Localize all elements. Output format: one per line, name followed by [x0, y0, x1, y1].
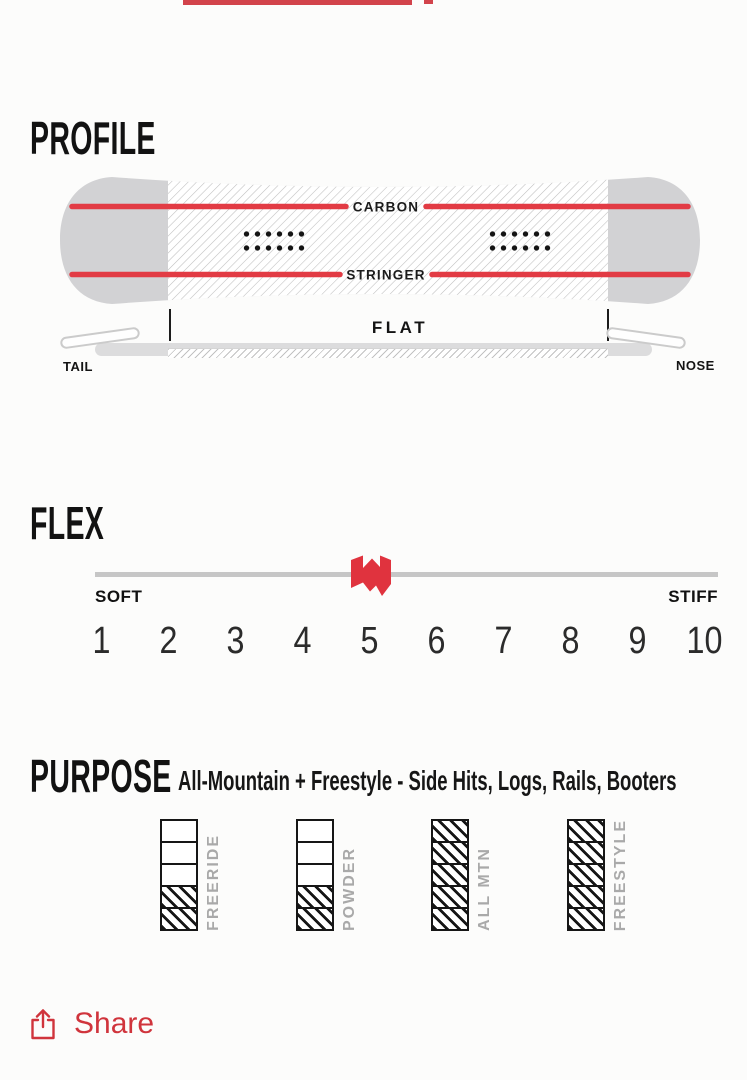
- flex-scale: [68, 620, 738, 662]
- top-accent-dot: [424, 0, 433, 4]
- purpose-meter-cell: [162, 863, 196, 885]
- nose-label: NOSE: [676, 358, 715, 373]
- flex-heading: FLEX: [30, 497, 105, 549]
- flex-scale-number: 7: [494, 620, 513, 662]
- flex-scale-number: 9: [628, 620, 647, 662]
- stiff-label: STIFF: [668, 587, 718, 606]
- flex-marker-logo: [349, 554, 393, 598]
- purpose-meter-cell: [569, 863, 603, 885]
- purpose-meter-cell: [433, 907, 467, 929]
- flex-slider-track: [95, 572, 718, 577]
- flex-scale-number: 6: [427, 620, 446, 662]
- flex-scale-number: 4: [293, 620, 312, 662]
- flex-scale-number: 5: [360, 620, 379, 662]
- purpose-meter-cell: [298, 841, 332, 863]
- purpose-meter-cell: [433, 821, 467, 841]
- soft-label: SOFT: [95, 587, 143, 606]
- purpose-meter-cell: [433, 863, 467, 885]
- purpose-meter-bar: [431, 819, 469, 931]
- purpose-meter-cell: [569, 885, 603, 907]
- purpose-meters: [160, 819, 630, 949]
- insert-reference-tick-left: [169, 309, 171, 341]
- purpose-meter-label: ALL MTN: [476, 847, 493, 931]
- purpose-meter-cell: [162, 885, 196, 907]
- stringer-label: STRINGER: [346, 267, 426, 283]
- purpose-meter-cell: [298, 907, 332, 929]
- purpose-meter: [431, 819, 493, 931]
- purpose-meter-label: FREESTYLE: [612, 819, 629, 932]
- purpose-heading: PURPOSE: [30, 750, 172, 802]
- purpose-meter-cell: [298, 863, 332, 885]
- carbon-label: CARBON: [352, 199, 420, 215]
- purpose-meter: [296, 819, 358, 931]
- tail-label: TAIL: [63, 359, 93, 374]
- binding-inserts-right: [485, 225, 551, 253]
- purpose-meter-cell: [298, 821, 332, 841]
- side-view-base-hatch: [168, 348, 608, 358]
- purpose-meter-label: FREERIDE: [205, 834, 222, 931]
- purpose-meter-cell: [569, 841, 603, 863]
- purpose-subtitle: All-Mountain + Freestyle - Side Hits, Logs, Rails, Booters: [178, 765, 677, 796]
- camber-type-label: FLAT: [371, 318, 429, 337]
- purpose-meter-bar: [160, 819, 198, 931]
- purpose-meter-cell: [569, 907, 603, 929]
- top-accent-bar: [183, 0, 412, 5]
- flex-scale-number: 10: [686, 620, 723, 662]
- share-label: Share: [74, 1007, 155, 1040]
- purpose-meter-bar: [567, 819, 605, 931]
- share-icon: [28, 1006, 58, 1042]
- purpose-meter-cell: [162, 907, 196, 929]
- purpose-meter-label: POWDER: [341, 847, 358, 931]
- share-button[interactable]: [28, 1006, 154, 1042]
- purpose-meter-cell: [569, 821, 603, 841]
- purpose-meter-cell: [298, 885, 332, 907]
- flex-scale-number: 3: [226, 620, 245, 662]
- purpose-meter-cell: [433, 885, 467, 907]
- purpose-meter-cell: [433, 841, 467, 863]
- profile-heading: PROFILE: [30, 112, 156, 164]
- purpose-meter: [160, 819, 222, 931]
- flex-scale-number: 8: [561, 620, 580, 662]
- snowboard-top-view: [60, 174, 700, 307]
- flex-scale-number: 1: [92, 620, 111, 662]
- purpose-meter-cell: [162, 821, 196, 841]
- flex-scale-number: 2: [159, 620, 178, 662]
- purpose-meter-bar: [296, 819, 334, 931]
- purpose-meter: [567, 819, 629, 931]
- binding-inserts-left: [239, 225, 305, 253]
- purpose-meter-cell: [162, 841, 196, 863]
